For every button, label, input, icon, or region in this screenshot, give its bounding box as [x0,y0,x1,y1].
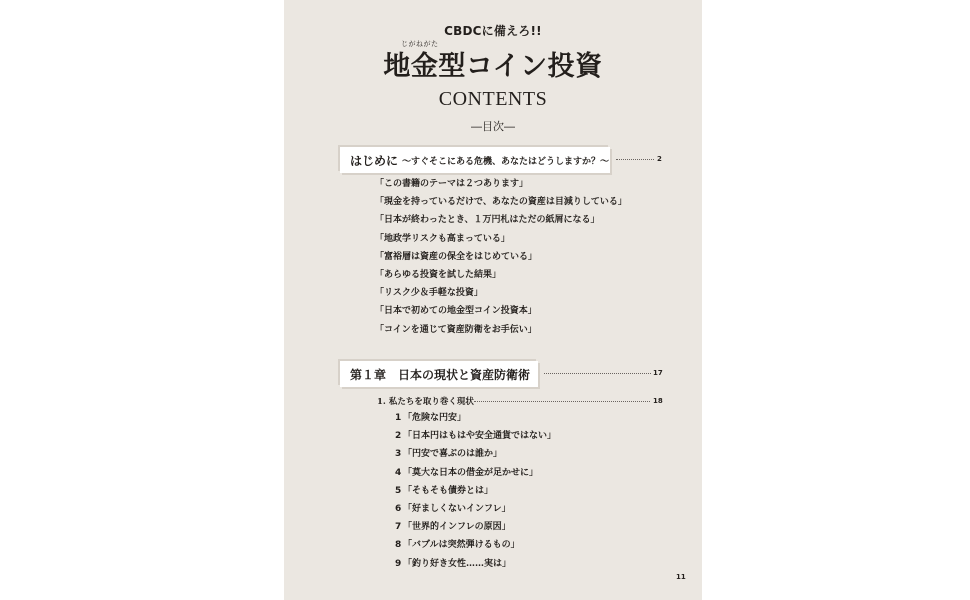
list-item: 「あらゆる投資を試した結果」 [375,269,502,280]
item-text: 「そもそも債券とは」 [403,485,494,496]
chapter1-heading-box [340,361,538,387]
intro-leader [616,159,654,160]
list-item [395,538,556,556]
list-item [395,447,556,465]
item-text: 「日本円はもはや安全通貨ではない」 [403,431,557,442]
chapter1-page-number: 17 [653,369,663,377]
list-item [395,429,556,447]
item-number: 4 [395,467,402,478]
intro-item-list [375,177,627,341]
list-item [395,557,556,575]
intro-title: はじめに [350,153,399,168]
item-text: 「危険な円安」 [403,413,467,423]
list-item [395,502,556,520]
subsection-page-number: 18 [653,397,663,405]
list-item: 「この書籍のテーマは２つあります」 [375,179,529,189]
item-number: 1 [395,413,402,423]
subsection-title: 1. 私たちを取り巻く現状 [377,397,474,407]
list-item: 「富裕層は資産の保全をはじめている」 [375,251,538,262]
main-title: 地金型コイン投資 [383,51,603,82]
list-item [395,411,556,429]
item-text: 「バブルは突然弾けるもの」 [403,540,520,551]
list-item: 「日本で初めての地金型コイン投資本」 [375,306,537,317]
chapter1-leader [544,373,651,374]
list-item: 「リスク少＆手軽な投資」 [375,288,483,299]
item-text: 「円安で喜ぶのは誰か」 [403,449,503,460]
top-label: CBDCに備えろ!! [444,24,542,38]
list-item: 「地政学リスクも高まっている」 [375,233,510,244]
item-number: 2 [395,431,402,442]
list-item [395,520,556,538]
list-item: 「コインを通じて資産防衛をお手伝い」 [375,324,537,335]
intro-heading-box [340,147,610,173]
chapter1-title: 第１章 日本の現状と資産防衛術 [350,367,531,382]
page-number: 11 [676,573,686,581]
list-item [395,484,556,502]
item-text: 「釣り好き女性……実は」 [403,558,512,569]
contents-heading: CONTENTS [438,88,548,110]
item-number: 3 [395,449,402,460]
item-number: 5 [395,485,402,496]
list-item [395,466,556,484]
book-page [284,0,702,600]
item-text: 「好ましくないインフレ」 [403,503,511,514]
subsection-leader [474,401,650,402]
item-number: 6 [395,503,402,514]
toc-label: ―目次― [471,120,515,133]
intro-page-number: 2 [657,155,662,163]
chapter1-item-list [395,411,556,575]
title-ruby: じがねがた [401,40,439,48]
list-item: 「日本が終わったとき、１万円札はただの紙屑になる」 [375,215,600,226]
item-text: 「世界的インフレの原因」 [403,522,511,533]
item-text: 「莫大な日本の借金が足かせに」 [403,467,539,478]
item-number: 8 [395,540,402,551]
item-number: 7 [395,522,402,533]
list-item: 「現金を持っているだけで、あなたの資産は目減りしている」 [375,197,627,208]
item-number: 9 [395,558,402,569]
intro-subtitle: ～すぐそこにある危機、あなたはどうしますか？～ [402,156,610,167]
